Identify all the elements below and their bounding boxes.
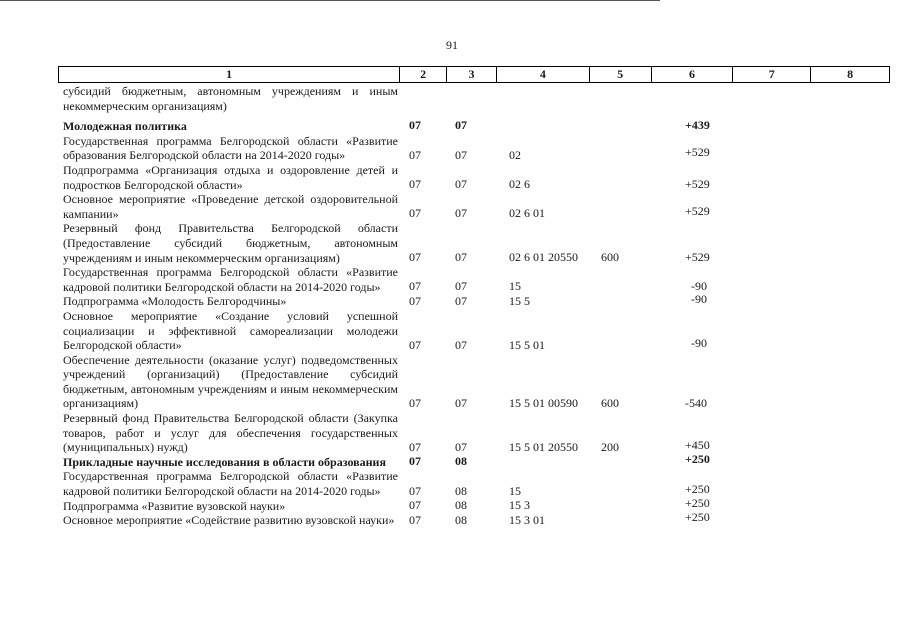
cell-amount: +529	[685, 204, 710, 219]
table-row	[63, 84, 893, 113]
cell-section: 07	[409, 454, 421, 469]
header-col-1: 1	[59, 67, 400, 82]
table-row	[63, 163, 893, 192]
cell-amount: +439	[685, 117, 710, 132]
row-description: Молодежная политика	[63, 119, 187, 134]
cell-section: 07	[409, 293, 421, 308]
cell-subsection: 07	[455, 206, 467, 221]
cell-target-code: 15 5 01 20550	[509, 439, 578, 454]
row-description: Прикладные научные исследования в области образования	[63, 454, 386, 469]
cell-section: 07	[409, 206, 421, 221]
scan-edge-line	[0, 0, 660, 1]
cell-target-code: 15 5	[509, 293, 530, 308]
cell-expense-type: 600	[601, 396, 619, 411]
cell-section: 07	[409, 250, 421, 265]
table-row	[63, 452, 893, 470]
row-description: субсидий бюджетным, автономным учреждениям и иным некоммерческим организациям)	[63, 84, 398, 113]
cell-amount: +450	[685, 437, 710, 452]
cell-section: 07	[409, 337, 421, 352]
row-description: Основное мероприятие «Создание условий успешной социализации и эффективной самореализации молодежи Белгородской области»	[63, 308, 398, 353]
row-description: Государственная программа Белгородской области «Развитие кадровой политики Белгородской области на 2014-2020 годы»	[63, 469, 398, 499]
header-col-3: 3	[447, 67, 497, 82]
table-row	[63, 265, 893, 294]
cell-amount: +529	[685, 250, 710, 265]
table-row	[63, 221, 893, 265]
cell-amount: +250	[685, 481, 710, 496]
row-description: Обеспечение деятельности (оказание услуг) подведомственных учреждений (организаций) (Предоставление субсидий бюджетным, автономным учреждениям и иным некоммерческим организациям)	[63, 352, 398, 411]
cell-subsection: 08	[455, 498, 467, 513]
row-description: Основное мероприятие «Содействие развитию вузовской науки»	[63, 513, 395, 528]
row-description: Резервный фонд Правительства Белгородской области (Предоставление субсидий бюджетным, автономным учреждениям и иным некоммерческим организациям)	[63, 221, 398, 265]
cell-section: 07	[409, 483, 421, 498]
cell-subsection: 07	[455, 250, 467, 265]
row-description: Государственная программа Белгородской области «Развитие образования Белгородской области на 2014-2020 годы»	[63, 133, 398, 163]
cell-target-code: 02 6	[509, 177, 530, 192]
cell-amount: +250	[685, 496, 710, 511]
header-col-2: 2	[400, 67, 447, 82]
cell-subsection: 08	[455, 483, 467, 498]
table-body	[63, 84, 893, 528]
cell-target-code: 15 3	[509, 498, 530, 513]
cell-amount: +529	[685, 177, 710, 192]
cell-target-code: 15 5 01	[509, 337, 545, 352]
cell-amount: -90	[691, 279, 707, 294]
cell-target-code: 15 3 01	[509, 512, 545, 527]
cell-section: 07	[409, 117, 421, 132]
cell-expense-type: 600	[601, 250, 619, 265]
page-number: 91	[446, 38, 458, 52]
cell-section: 07	[409, 498, 421, 513]
cell-subsection: 08	[455, 454, 467, 469]
cell-target-code: 15	[509, 483, 521, 498]
cell-amount: +250	[685, 509, 710, 524]
cell-subsection: 07	[455, 117, 467, 132]
cell-subsection: 07	[455, 279, 467, 294]
table-row	[63, 469, 893, 498]
cell-section: 07	[409, 396, 421, 411]
cell-section: 07	[409, 512, 421, 527]
cell-subsection: 07	[455, 177, 467, 192]
table-row	[63, 134, 893, 163]
cell-target-code: 02	[509, 147, 521, 162]
table-row	[63, 509, 893, 528]
cell-target-code: 15	[509, 279, 521, 294]
cell-subsection: 08	[455, 512, 467, 527]
cell-subsection: 07	[455, 293, 467, 308]
cell-expense-type: 200	[601, 439, 619, 454]
cell-subsection: 07	[455, 337, 467, 352]
row-description: Подпрограмма «Молодость Белгородчины»	[63, 294, 287, 309]
cell-subsection: 07	[455, 147, 467, 162]
cell-subsection: 07	[455, 439, 467, 454]
table-row	[63, 496, 893, 514]
cell-target-code: 02 6 01	[509, 206, 545, 221]
header-col-4: 4	[497, 67, 590, 82]
cell-target-code: 02 6 01 20550	[509, 250, 578, 265]
cell-section: 07	[409, 279, 421, 294]
row-description: Резервный фонд Правительства Белгородской области (Закупка товаров, работ и услуг для обеспечения государственных (муниципальных) нужд)	[63, 411, 398, 455]
table-header-row	[58, 66, 890, 83]
cell-section: 07	[409, 177, 421, 192]
cell-amount: -90	[691, 291, 707, 306]
cell-subsection: 07	[455, 396, 467, 411]
table-row	[63, 291, 893, 309]
cell-amount: +250	[685, 452, 710, 467]
cell-section: 07	[409, 439, 421, 454]
cell-amount: -540	[685, 396, 707, 411]
table-row	[63, 411, 893, 455]
cell-amount: -90	[691, 335, 707, 350]
cell-section: 07	[409, 147, 421, 162]
cell-amount: +529	[685, 144, 710, 159]
table-row	[63, 353, 893, 411]
row-description: Государственная программа Белгородской области «Развитие кадровой политики Белгородской области на 2014-2020 годы»	[63, 265, 398, 294]
table-row	[63, 192, 893, 221]
cell-target-code: 15 5 01 00590	[509, 396, 578, 411]
row-description: Основное мероприятие «Проведение детской оздоровительной кампании»	[63, 192, 398, 221]
row-description: Подпрограмма «Развитие вузовской науки»	[63, 498, 286, 513]
header-col-5: 5	[590, 67, 652, 82]
header-col-8: 8	[847, 67, 854, 81]
header-col-7: 7	[733, 67, 811, 82]
table-row	[63, 119, 893, 134]
header-col-6: 6	[652, 67, 734, 82]
row-description: Подпрограмма «Организация отдыха и оздоровление детей и подростков Белгородской области»	[63, 162, 398, 192]
table-row	[63, 309, 893, 353]
